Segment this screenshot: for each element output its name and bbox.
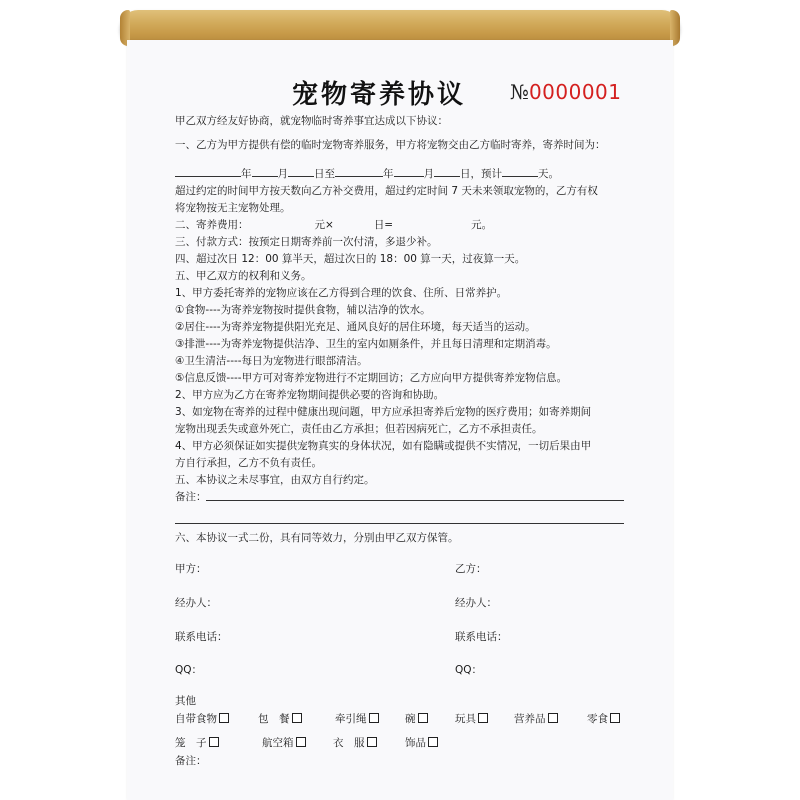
checkbox-snacks[interactable]: 零食: [587, 711, 620, 726]
right-4a: 4、甲方必须保证如实提供宠物真实的身体状况，如有隐瞒或提供不实情况，一切后果由甲: [175, 440, 592, 452]
checkbox-square[interactable]: [209, 737, 219, 747]
intro-line: 甲乙双方经友好协商，就宠物临时寄养事宜达成以下协议：: [175, 115, 448, 127]
checkbox-square[interactable]: [548, 713, 558, 723]
right-1a: ①食物----为寄养宠物按时提供食物，辅以洁净的饮水。: [175, 304, 431, 316]
checkbox-clothes[interactable]: 衣 服: [333, 735, 377, 750]
checkbox-carrier[interactable]: 航空箱: [262, 735, 306, 750]
qq-b-label: QQ：: [455, 664, 483, 676]
clause-5: 五、甲乙双方的权利和义务。: [175, 270, 312, 282]
checkbox-cage[interactable]: 笼 子: [175, 735, 219, 750]
others-remark-label: 备注：: [175, 755, 207, 767]
right-3a: 3、如宠物在寄养的过程中健康出现问题，甲方应承担寄养后宠物的医疗费用；如寄养期间: [175, 406, 592, 418]
serial-prefix: №: [510, 80, 529, 104]
checkbox-square[interactable]: [428, 737, 438, 747]
checkbox-supplements[interactable]: 营养品: [514, 711, 558, 726]
remark-label: 备注：: [175, 491, 207, 503]
days-blank[interactable]: [502, 166, 538, 177]
right-2: 2、甲方应为乙方在寄养宠物期间提供必要的咨询和协助。: [175, 389, 445, 401]
agent-b-label: 经办人：: [455, 597, 497, 609]
checkbox-square[interactable]: [367, 737, 377, 747]
right-1: 1、甲方委托寄养的宠物应该在乙方得到合理的饮食、住所、日常养护。: [175, 287, 508, 299]
right-3b: 宠物出现丢失或意外死亡，责任由乙方承担；但若因病死亡，乙方不承担责任。: [175, 423, 543, 435]
checkbox-accessories[interactable]: 饰品: [405, 735, 438, 750]
end-day-blank[interactable]: [434, 166, 460, 177]
qq-a-label: QQ：: [175, 664, 203, 676]
party-a-label: 甲方：: [175, 563, 207, 575]
checkbox-square[interactable]: [219, 713, 229, 723]
others-label: 其他: [175, 695, 196, 707]
clause-6: 六、本协议一式二份，具有同等效力，分别由甲乙双方保管。: [175, 532, 459, 544]
remark-line-2[interactable]: [175, 523, 624, 524]
clause-1-cont-2: 将宠物按无主宠物处理。: [175, 202, 291, 214]
checkbox-square[interactable]: [292, 713, 302, 723]
checkbox-toys[interactable]: 玩具: [455, 711, 488, 726]
phone-a-label: 联系电话：: [175, 631, 228, 643]
clause-4: 四、超过次日 12：00 算半天，超过次日的 18：00 算一天，过夜算一天。: [175, 253, 526, 265]
right-1d: ④卫生清洁----每日为宠物进行眼部清洁。: [175, 355, 368, 367]
clause-3: 三、付款方式：按预定日期寄养前一次付清，多退少补。: [175, 236, 438, 248]
checkbox-square[interactable]: [418, 713, 428, 723]
start-day-blank[interactable]: [288, 166, 314, 177]
clause-5-end: 五、本协议之未尽事宜，由双方自行约定。: [175, 474, 375, 486]
serial-value: 0000001: [528, 80, 622, 104]
serial-number: [510, 80, 622, 104]
end-year-blank[interactable]: [335, 166, 383, 177]
end-month-blank[interactable]: [394, 166, 424, 177]
agent-a-label: 经办人：: [175, 597, 217, 609]
checkbox-square[interactable]: [610, 713, 620, 723]
party-b-label: 乙方：: [455, 563, 487, 575]
remark-line-1[interactable]: [206, 500, 624, 501]
start-year-blank[interactable]: [175, 166, 241, 177]
checkbox-meals[interactable]: 包 餐: [258, 711, 302, 726]
checkbox-square[interactable]: [296, 737, 306, 747]
right-4b: 方自行承担，乙方不负有责任。: [175, 457, 322, 469]
checkbox-own-food[interactable]: 自带食物: [175, 711, 229, 726]
document-title: 宠物寄养协议: [292, 80, 467, 110]
checkbox-bowl[interactable]: 碗: [405, 711, 428, 726]
clause-1-cont-1: 超过约定的时间甲方按天数向乙方补交费用，超过约定时间 7 天未来领取宠物的，乙方有权: [175, 185, 598, 197]
checkbox-leash[interactable]: 牵引绳: [335, 711, 379, 726]
fee-row: 二、寄养费用： 元× 日= 元。: [175, 219, 493, 231]
agreement-sheet: [127, 40, 673, 800]
phone-b-label: 联系电话：: [455, 631, 508, 643]
start-month-blank[interactable]: [252, 166, 278, 177]
right-1c: ③排泄----为寄养宠物提供洁净、卫生的室内如厕条件，并且每日清理和定期消毒。: [175, 338, 557, 350]
checkbox-square[interactable]: [369, 713, 379, 723]
checkbox-square[interactable]: [478, 713, 488, 723]
right-1e: ⑤信息反馈----甲方可对寄养宠物进行不定期回访；乙方应向甲方提供寄养宠物信息。: [175, 372, 568, 384]
clause-1: 一、乙方为甲方提供有偿的临时宠物寄养服务，甲方将宠物交由乙方临时寄养，寄养时间为：: [175, 139, 606, 151]
right-1b: ②居住----为寄养宠物提供阳光充足、通风良好的居住环境，每天适当的运动。: [175, 321, 536, 333]
date-row: 年 月 日至 年 月 日，预计 天。: [175, 166, 559, 181]
